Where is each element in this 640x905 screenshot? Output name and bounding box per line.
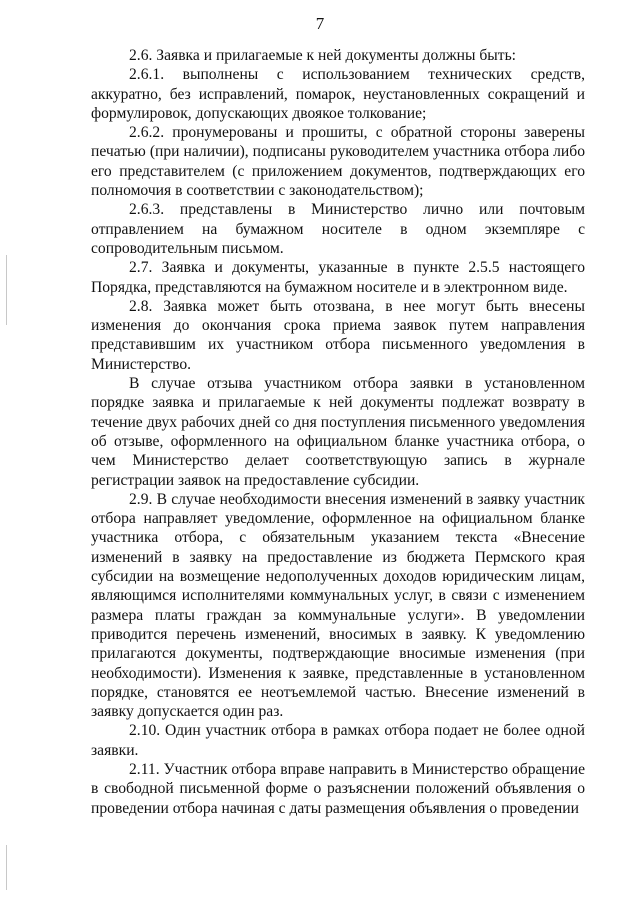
paragraph-2-7: 2.7. Заявка и документы, указанные в пункте 2.5.5 настоящего Порядка, представляются на бумажном носителе и в электронном виде.	[91, 259, 585, 296]
scan-edge-mark	[6, 255, 7, 325]
page-number: 7	[315, 14, 325, 33]
paragraph-2-8: 2.8. Заявка может быть отозвана, в нее могут быть внесены изменения до окончания срока приема заявок путем направления представившим их участником отбора письменного уведомления в Министерство.	[91, 297, 585, 373]
paragraph-2-9: 2.9. В случае необходимости внесения изменений в заявку участник отбора направляет уведомление, оформленное на официальном бланке участника отбора, с обязательным указанием текста «Внесение изменений в заявку на предоставление из бюджета Пермского края субсидии на возмещение недополученных доходов юридическим лицам, являющимся исполнителями коммунальных услуг, в связи с изменением размера платы граждан за коммунальные услуги». В уведомлении приводится перечень изменений, вносимых в заявку. К уведомлению прилагаются документы, подтверждающие вносимые изменения (при необходимости). Изменения к заявке, представленные в установленном порядке, становятся ее неотъемлемой частью. Внесение изменений в заявку допускается один раз.	[91, 490, 585, 721]
document-body	[91, 46, 585, 818]
paragraph-2-10: 2.10. Один участник отбора в рамках отбора подает не более одной заявки.	[91, 722, 585, 759]
paragraph-withdrawal: В случае отзыва участником отбора заявки в установленном порядке заявка и прилагаемые к ней документы подлежат возврату в течение двух рабочих дней со дня поступления письменного уведомления об отзыве, оформленного на официальном бланке участника отбора, о чем Министерство делает соответствующую запись в журнале регистрации заявок на предоставление субсидии.	[91, 375, 585, 489]
paragraph-2-6-3: 2.6.3. представлены в Министерство лично или почтовым отправлением на бумажном носителе в одном экземпляре с сопроводительным письмом.	[91, 201, 585, 257]
scan-edge-mark	[6, 845, 7, 890]
paragraph-2-11: 2.11. Участник отбора вправе направить в Министерство обращение в свободной письменной форме о разъяснении положений объявления о проведении отбора начиная с даты размещения объявления о проведении	[91, 760, 585, 817]
paragraph-2-6-1: 2.6.1. выполнены с использованием технических средств, аккуратно, без исправлений, помарок, неустановленных сокращений и формулировок, допускающих двоякое толкование;	[91, 66, 585, 122]
paragraph-2-6-2: 2.6.2. пронумерованы и прошиты, с обратной стороны заверены печатью (при наличии), подписаны руководителем участника отбора либо его представителем (с приложением документов, подтверждающих его полномочия в соответствии с законодательством);	[91, 124, 585, 200]
paragraph-2-6: 2.6. Заявка и прилагаемые к ней документы должны быть:	[129, 47, 517, 64]
